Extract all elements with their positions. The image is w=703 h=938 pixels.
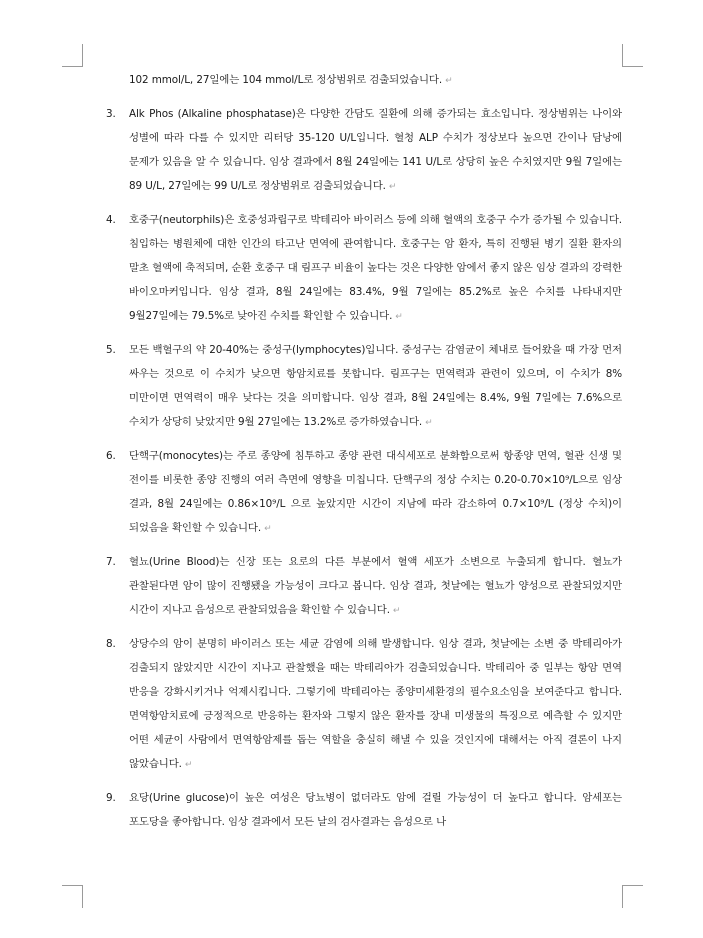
crop-mark-bottom-left-v <box>82 885 83 908</box>
crop-mark-top-left-v <box>82 44 83 67</box>
crop-mark-top-right-v <box>622 44 623 67</box>
list-number: 9. <box>106 792 116 804</box>
paragraph-text: 요당(Urine glucose)이 높은 여성은 당뇨병이 없더라도 암에 걸릴 가능성이 더 높다고 합니다. 암세포는 포도당을 좋아합니다. 임상 결과에서 모든 날의 검사결과는 음성으로 나 <box>129 792 622 828</box>
paragraph-text: 102 mmol/L, 27일에는 104 mmol/L로 정상범위로 검출되었습니다. <box>129 74 443 86</box>
crop-mark-bottom-left-h <box>62 885 83 886</box>
paragraph-mark-icon: ↵ <box>264 524 272 534</box>
list-item-5 <box>106 338 622 435</box>
paragraph-mark-icon: ↵ <box>395 312 403 322</box>
paragraph-mark-icon: ↵ <box>392 606 401 616</box>
crop-mark-bottom-right-v <box>622 885 623 908</box>
list-number: 8. <box>106 638 116 650</box>
paragraph-text: 단핵구(monocytes)는 주로 종양에 침투하고 종양 관련 대식세포로 분화함으로써 항종양 면역, 혈관 신생 및 전이를 비롯한 종양 진행의 여러 측면에 영향을 미칩니다. 단핵구의 정상 수치는 0.20-0.70×10⁹/L으로 임상 결과, 8월 24일에는 0.86×10⁹/L 으로 높았지만 시간이 지남에 따라 감소하여 0.7×10⁹/L (정상 수치)이 되었음을 확인할 수 있습니다. <box>129 450 622 534</box>
list-item-8 <box>106 632 622 777</box>
list-item-3 <box>106 102 622 199</box>
list-number: 5. <box>106 344 116 356</box>
crop-mark-bottom-right-h <box>622 885 643 886</box>
paragraph-mark-icon: ↵ <box>445 76 453 86</box>
list-number: 3. <box>106 108 116 120</box>
list-number: 4. <box>106 214 116 226</box>
list-item-7 <box>106 550 622 623</box>
list-item-9 <box>106 786 622 834</box>
list-number: 6. <box>106 450 116 462</box>
paragraph-mark-icon: ↵ <box>425 418 433 428</box>
paragraph-text: 상당수의 암이 분명히 바이러스 또는 세균 감염에 의해 발생합니다. 임상 결과, 첫날에는 소변 중 박테리아가 검출되지 않았지만 시간이 지나고 관찰했을 때는 박테리아가 검출되었습니다. 박테리아 중 일부는 항암 면역 반응을 강화시키거나 억제시킵니다. 그렇기에 박테리아는 종양미세환경의 필수요소임을 보여준다고 합니다. 면역항암치료에 긍정적으로 반응하는 환자와 그렇지 않은 환자를 장내 미생물의 특징으로 예측할 수 있지만 어떤 세균이 사람에서 면역항암제를 돕는 역할을 충실히 해낼 수 있을 것인지에 대해서는 아직 결론이 나지 않았습니다. <box>129 638 622 770</box>
paragraph-text: Alk Phos (Alkaline phosphatase)은 다양한 간담도 질환에 의해 증가되는 효소입니다. 정상범위는 나이와 성별에 따라 다를 수 있지만 리터당 35-120 U/L입니다. 혈청 ALP 수치가 정상보다 높으면 간이나 담낭에 문제가 있음을 알 수 있습니다. 임상 결과에서 8월 24일에는 141 U/L로 상당히 높은 수치였지만 9월 7일에는 89 U/L, 27일에는 99 U/L로 정상범위로 검출되었습니다. <box>129 108 622 192</box>
crop-mark-top-left-h <box>62 66 83 67</box>
paragraph-mark-icon: ↵ <box>184 760 193 770</box>
list-item-4 <box>106 208 622 329</box>
crop-mark-top-right-h <box>622 66 643 67</box>
list-number: 7. <box>106 556 116 568</box>
paragraph-text: 모든 백혈구의 약 20-40%는 중성구(lymphocytes)입니다. 중성구는 감염균이 체내로 들어왔을 때 가장 먼저 싸우는 것으로 이 수치가 낮으면 항암치료를 못합니다. 림프구는 면역력과 관련이 있으며, 이 수치가 8% 미만이면 면역력이 매우 낮다는 것을 의미합니다. 임상 결과, 8월 24일에는 8.4%, 9월 7일에는 7.6%으로 수치가 상당히 낮았지만 9월 27일에는 13.2%로 증가하였습니다. <box>129 344 622 428</box>
list-item-6 <box>106 444 622 541</box>
document-body[interactable] <box>106 68 622 843</box>
paragraph-text: 호중구(neutorphils)은 호중성과립구로 박테리아 바이러스 등에 의해 혈액의 호중구 수가 증가될 수 있습니다. 침입하는 병원체에 대한 인간의 타고난 면역에 관여합니다. 호중구는 암 환자, 특히 진행된 병기 질환 환자의 말초 혈액에 축적되며, 순환 호중구 대 림프구 비율이 높다는 것은 다양한 암에서 좋지 않은 임상 결과의 강력한 바이오마커입니다. 임상 결과, 8월 24일에는 83.4%, 9월 7일에는 85.2%로 높은 수치를 나타내지만 9월27일에는 79.5%로 낮아진 수치를 확인할 수 있습니다. <box>129 214 622 322</box>
paragraph-text: 혈뇨(Urine Blood)는 신장 또는 요로의 다른 부분에서 혈액 세포가 소변으로 누출되게 합니다. 혈뇨가 관찰된다면 암이 많이 진행됐을 가능성이 크다고 봅니다. 임상 결과, 첫날에는 혈뇨가 양성으로 관찰되었지만 시간이 지나고 음성으로 관찰되었음을 확인할 수 있습니다. <box>129 556 622 616</box>
paragraph-continued <box>106 68 622 93</box>
paragraph-mark-icon: ↵ <box>388 182 397 192</box>
